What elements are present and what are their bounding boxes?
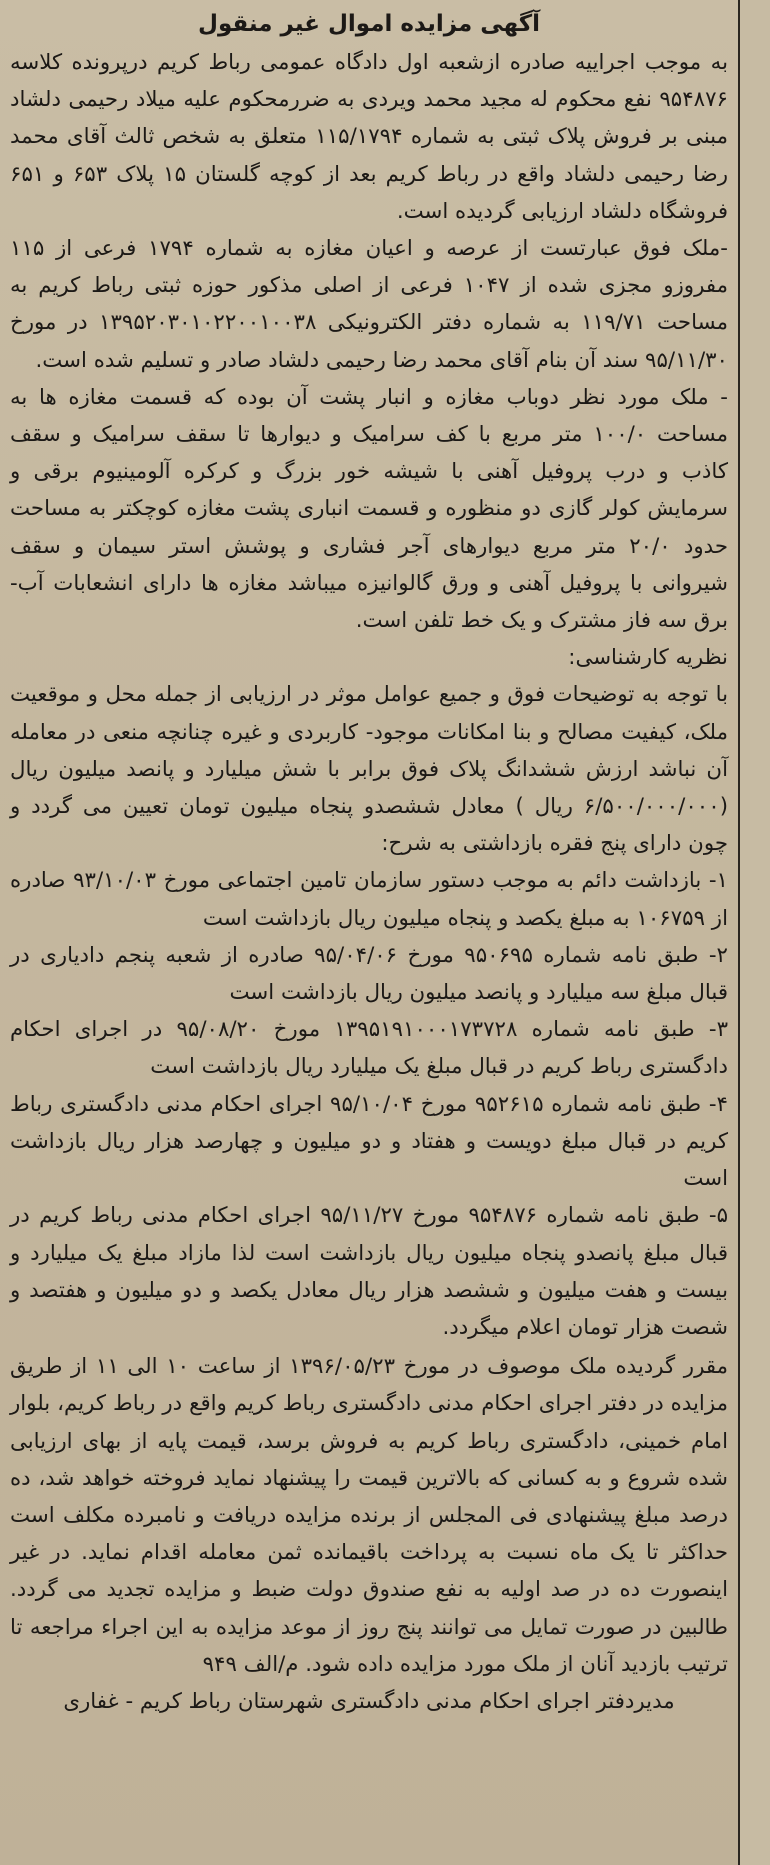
auction-notice bbox=[10, 6, 728, 1856]
paragraph-valuation: با توجه به توضیحات فوق و جمیع عوامل موثر در ارزیابی از جمله محل و موقعیت ملک، کیفیت مصالح و بنا امکانات موجود- کاربردی و غیره چنانچه منعی در معامله آن نباشد ارزش ششدانگ پلاک فوق برابر با شش میلیارد و پانصد میلیون ریال (۶/۵۰۰/۰۰۰/۰۰۰ ریال ) معادل ششصدو پنجاه میلیون تومان تعیین می گردد و چون دارای پنج فقره بازداشتی به شرح: bbox=[10, 682, 728, 857]
paragraph-auction-terms: مقرر گردیده ملک موصوف در مورخ ۱۳۹۶/۰۵/۲۳ از ساعت ۱۰ الی ۱۱ از طریق مزایده در دفتر اجرای احکام مدنی دادگستری رباط کریم واقع در رباط کریم، بلوار امام خمینی، دادگستری رباط کریم به فروش برسد، قیمت پایه از بهای ارزیابی شده شروع و به کسانی که بالاترین قیمت را پیشنهاد نماید فروخته خواهد شد، ده درصد مبلغ پیشنهادی فی المجلس از برنده مزایده دریافت و نامبرده مکلف است حداکثر تا یک ماه نسبت به پرداخت باقیمانده ثمن معامله اقدام نماید. در غیر اینصورت ده در صد اولیه به نفع صندوق دولت ضبط و مزایده تجدید می گردد. طالبین در صورت تمایل می توانند پنج روز از موعد مزایده به این اجراء مراجعه تا ترتیب بازدید آنان از ملک مورد مزایده داده شود. م/الف ۹۴۹ bbox=[10, 1354, 728, 1677]
paragraph-property-details: -ملک فوق عبارتست از عرصه و اعیان مغازه به شماره ۱۷۹۴ فرعی از ۱۱۵ مفروزو مجزی شده از ۱۰۴۷ فرعی از اصلی مذکور حوزه ثبتی رباط کریم به مساحت ۱۱۹/۷۱ به شماره دفتر الکترونیکی ۱۳۹۵۲۰۳۰۱۰۲۲۰۰۱۰۰۳۸ در مورخ ۹۵/۱۱/۳۰ سند آن بنام آقای محمد رضا رحیمی دلشاد صادر و تسلیم شده است. bbox=[10, 236, 728, 373]
seizure-item-2: ۲- طبق نامه شماره ۹۵۰۶۹۵ مورخ ۹۵/۰۴/۰۶ صادره از شعبه پنجم دادیاری در قبال مبلغ سه میلیارد و پانصد میلیون ریال بازداشت است bbox=[10, 942, 728, 1006]
notice-title: آگهی مزایده اموال غیر منقول bbox=[197, 11, 541, 37]
signature-line: مدیردفتر اجرای احکام مدنی دادگستری شهرستان رباط کریم - غفاری bbox=[63, 1688, 675, 1714]
seizure-item-4: ۴- طبق نامه شماره ۹۵۲۶۱۵ مورخ ۹۵/۱۰/۰۴ اجرای احکام مدنی دادگستری رباط کریم در قبال مبلغ دویست و هفتاد و دو میلیون و چهارصد هزار ریال بازداشت است bbox=[10, 1091, 728, 1192]
seizure-item-1: ۱- بازداشت دائم به موجب دستور سازمان تامین اجتماعی مورخ ۹۳/۱۰/۰۳ صادره از ۱۰۶۷۵۹ به مبلغ یکصد و پنجاه میلیون ریال بازداشت است bbox=[10, 868, 728, 931]
paragraph-property-description: - ملک مورد نظر دوباب مغازه و انبار پشت آن بوده که قسمت مغازه ها به مساحت ۱۰۰/۰ متر مربع با کف سرامیک و دیوارها تا سقف سرامیک و سقف کاذب و درب پروفیل آهنی با شیشه خور بزرگ و کرکره آلومینیوم برقی و سرمایش کولر گازی دو منظوره و قسمت انباری پشت مغازه کوچکتر به مساحت حدود ۲۰/۰ متر مربع دیوارهای آجر فشاری و پوشش استر سیمان و سقف شیروانی با پروفیل آهنی و ورق گالوانیزه میباشد مغازه ها دارای انشعابات آب- برق سه فاز مشترک و یک خط تلفن است. bbox=[10, 384, 728, 634]
seizure-item-3: ۳- طبق نامه شماره ۱۳۹۵۱۹۱۰۰۰۱۷۳۷۲۸ مورخ ۹۵/۰۸/۲۰ در اجرای احکام دادگستری رباط کریم در قبال مبلغ یک میلیارد ریال بازداشت است bbox=[10, 1017, 729, 1080]
expert-opinion-heading: نظریه کارشناسی: bbox=[568, 645, 728, 671]
seizure-item-5: ۵- طبق نامه شماره ۹۵۴۸۷۶ مورخ ۹۵/۱۱/۲۷ اجرای احکام مدنی رباط کریم در قبال مبلغ پانصدو پنجاه میلیون ریال بازداشت است لذا مازاد مبلغ یک میلیارد و بیست و هفت میلیون و ششصد هزار ریال معادل یکصد و دو میلیون و هفتصد و شصت هزار تومان اعلام میگردد. bbox=[10, 1203, 729, 1340]
adjacent-column-edge bbox=[740, 0, 770, 1865]
paragraph-intro: به موجب اجراییه صادره ازشعبه اول دادگاه عمومی رباط کریم درپرونده کلاسه ۹۵۴۸۷۶ نفع محکوم له مجید محمد ویردی به ضررمحکوم علیه میلاد رحیمی دلشاد مبنی بر فروش پلاک ثبتی به شماره ۱۱۵/۱۷۹۴ متعلق به شخص ثالث آقای محمد رضا رحیمی دلشاد واقع در رباط کریم بعد از کوچه گلستان ۱۵ پلاک ۶۵۳ و ۶۵۱ فروشگاه دلشاد ارزیابی گردیده است. bbox=[10, 50, 728, 224]
